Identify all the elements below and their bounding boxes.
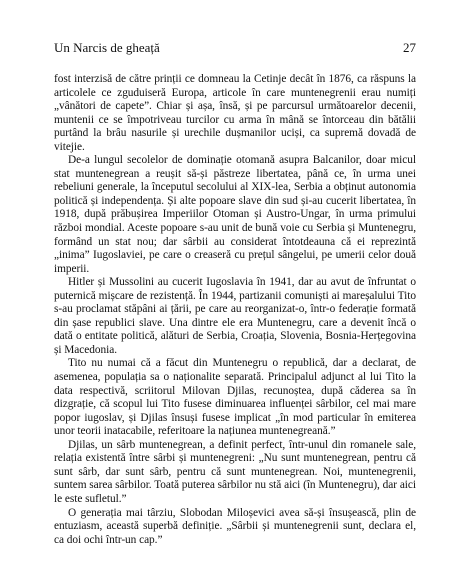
running-header [54, 40, 416, 56]
paragraph: Tito nu numai că a făcut din Muntenegru o republică, dar a declarat, de asemenea, populația sa o naționalite separată. Principalul adjunct al lui Tito la data respectivă, scriitorul Milovan Djilas, recunoștea, după căderea sa în dizgrație, că scopul lui Tito fusese diminuarea influenței sârbilor, cel mai mare popor iugoslav, și Djilas însuși fusese implicat „în mod particular în emiterea unor teorii inatacabile, referitoare la națiunea muntenegreană.” [54, 357, 416, 438]
paragraph: fost interzisă de către prinții ce domneau la Cetinje decât în 1876, ca răspuns la articolele ce zguduiseră Europa, articole în care muntenegrenii erau numiți „vânători de capete”. Chiar și așa, însă, și pe parcursul următoarelor decenii, muntenii ce se împotriveau turcilor cu arma în mână se întorceau din bătălii purtând la brâu nasurile și urechile dușmanilor uciși, ca supremă dovadă de vitejie. [54, 73, 416, 153]
page-body [54, 73, 416, 547]
paragraph: De-a lungul secolelor de dominație otomană asupra Balcanilor, doar micul stat muntenegrean a reușit să-și păstreze libertatea, până ce, în urma unei rebeliuni generale, la începutul secolului al XIX-lea, Serbia a obținut autonomia politică și independența. Și alte popoare slave din sud și-au cucerit libertatea, în 1918, după prăbușirea Imperiilor Otoman și Austro-Ungar, în urma primului război mondial. Aceste popoare s-au unit de bună voie cu Serbia și Muntenegru, formând un stat nou; dar sârbii au considerat întotdeauna că ei reprezintă „inima” Iugoslaviei, pe care o creaseră cu prețul sângelui, pe umerii celor două imperii. [54, 154, 416, 275]
page-number: 27 [403, 40, 416, 55]
paragraph: Djilas, un sârb muntenegrean, a definit perfect, într-unul din romanele sale, relația existentă între sârbi și muntenegreni: „Nu sunt muntenegrean, pentru că sunt sârb, dar sunt sârb, pentru că sunt muntenegrean. Noi, muntenegrenii, suntem sarea sârbilor. Toată puterea sârbilor nu stă aici (în Muntenegru), dar aici le este sufletul.” [54, 438, 416, 505]
paragraph: Hitler și Mussolini au cucerit Iugoslavia în 1941, dar au avut de înfruntat o puternică mișcare de rezistență. În 1944, partizanii comuniști ai mareșalului Tito s-au proclamat stăpâni ai țării, pe care au reorganizat-o, într-o federație formată din șase republici slave. Una dintre ele era Muntenegru, care a devenit încă o dată o entitate politică, alături de Serbia, Croația, Slovenia, Bosnia-Herțegovina și Macedonia. [54, 276, 416, 356]
running-title: Un Narcis de gheață [54, 40, 160, 55]
paragraph: O generația mai târziu, Slobodan Miloșevici avea să-și însușească, plin de entuziasm, această superbă definiție. „Sârbii și muntenegrenii sunt, declara el, ca doi ochi într-un cap.” [54, 506, 416, 546]
